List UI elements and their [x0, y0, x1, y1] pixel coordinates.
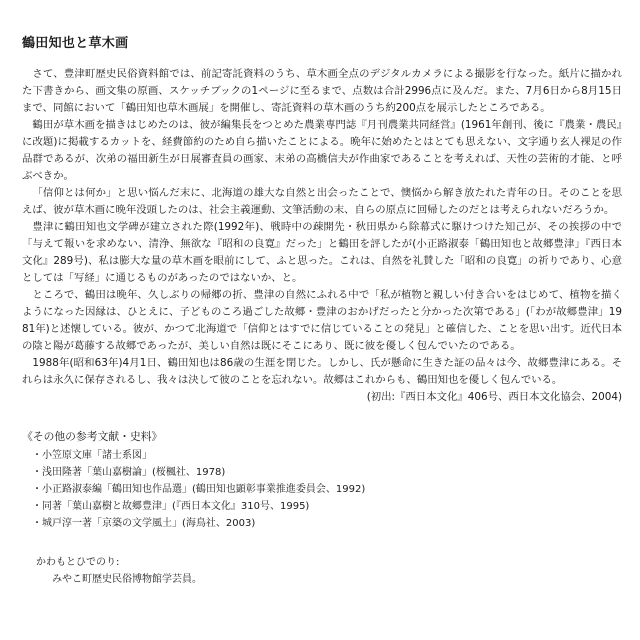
author-name: かわもとひでのり:: [36, 557, 120, 568]
body-paragraph-3: 「信仰とは何か」と思い悩んだ末に、北海道の雄大な自然と出会ったことで、懊悩から解き放たれた青年の日。そのことを思えば、彼が草木画に晩年没頭したのは、社会主義運動、文筆活動の末、自らの原点に回帰したのだとは考えられないだろうか。: [22, 187, 622, 216]
author-affiliation: みやこ町歴史民俗博物館学芸員。: [52, 574, 202, 585]
body-paragraph-6: 1988年(昭和63年)4月1日、鶴田知也は86歳の生涯を閉じた。しかし、氏が懸命に生きた証の品々は今、故郷豊津にある。それらは永久に保存されるし、我々は決して彼のことを忘れない。故郷はこれからも、鶴田知也を優しく包んでいる。: [22, 357, 622, 386]
body-paragraph-5: ところで、鶴田は晩年、久しぶりの帰郷の折、豊津の自然にふれる中で「私が植物と親しい付き合いをはじめて、植物を描くようになった因縁は、ひとえに、子どものころ過ごした故郷・豊津のおかげだったと分かった次第である」(「わが故郷豊津」1981年)と述懐している。彼が、かつて北海道で「信仰とはすでに信じていることの発見」と確信した、ことを思い出す。近代日本の陰と陽が葛藤する故郷であったが、美しい自然は既にそこにあり、既に彼を優しく包んでいたのである。: [22, 289, 622, 352]
article-body: [22, 66, 622, 406]
reference-item: ・小笠原文庫「諸士系図」: [32, 450, 152, 461]
references-heading: 《その他の参考文献・史料》: [22, 430, 163, 443]
body-paragraph-4: 豊津に鶴田知也文学碑が建立された際(1992年)、戦時中の疎開先・秋田県から除幕式に駆けつけた知己が、その挨拶の中で「与えて報いを求めない、清浄、無欲な『昭和の良寛』だった」と鶴田を評したが(小正路淑泰「鶴田知也と故郷豊津」『西日本文化』289号)、私は膨大な量の草木画を眼前にして、ふと思った。これは、自然を礼賛した「昭和の良寛」の祈りであり、心意としては「写経」に通じるものがあったのではないか、と。: [22, 221, 622, 284]
references-list: [22, 447, 622, 532]
reference-item: ・同著「葉山嘉樹と故郷豊津」(『西日本文化』310号、1995): [32, 501, 310, 512]
reference-item: ・城戸淳一著「京築の文学風土」(海鳥社、2003): [32, 518, 256, 529]
author-block: [22, 554, 622, 588]
first-publication-citation: (初出:『西日本文化』406号、西日本文化協会、2004): [366, 391, 622, 403]
article-title: 鶴田知也と草木画: [22, 36, 129, 51]
body-paragraph-2: 鶴田が草木画を描きはじめたのは、彼が編集長をつとめた農業専門誌『月刊農業共同経営』(1961年創刊、後に『農業・農民』に改題)に掲載するカットを、経費節約のため自ら描いたことによる。晩年に始めたとはとても思えない、文字通り玄人裸足の作品群であるが、次弟の福田新生が日展審査員の画家、末弟の高橋信夫が作曲家であることを考えれば、天性の芸術的才能、と呼ぶべきか。: [22, 119, 622, 182]
reference-item: ・小正路淑泰編「鶴田知也作品選」(鶴田知也顕彰事業推進委員会、1992): [32, 484, 366, 495]
reference-item: ・浅田隆著「葉山嘉樹論」(桜楓社、1978): [32, 467, 226, 478]
article: [22, 36, 622, 588]
body-paragraph-1: さて、豊津町歴史民俗資料館では、前記寄託資料のうち、草木画全点のデジタルカメラによる撮影を行なった。紙片に描かれた下書きから、画文集の原画、スケッチブックの1ページに至るまで、点数は合計2996点に及んだ。また、7月6日から8月15日まで、同館において「鶴田知也草木画展」を開催し、寄託資料の草木画のうち約200点を展示したところである。: [22, 68, 622, 114]
references-section: [22, 428, 622, 532]
